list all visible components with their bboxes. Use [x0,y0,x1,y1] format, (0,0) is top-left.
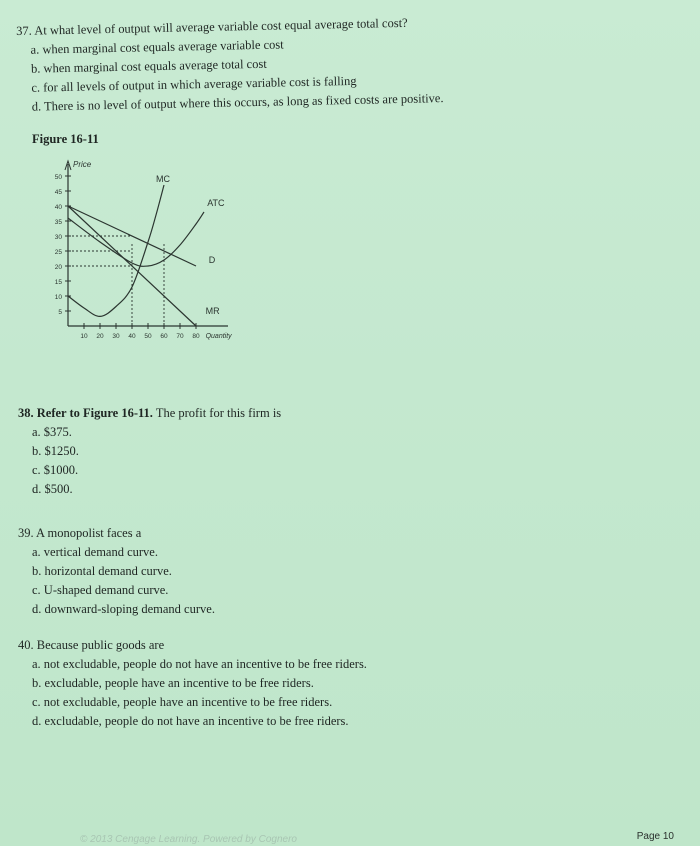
x-tick-label: 70 [176,333,184,340]
question-38-stem [18,404,281,423]
label-d: D [208,255,216,265]
question-38-option-a: a. $375. [32,425,72,439]
chart-reference-lines [68,236,164,326]
footer-copyright: © 2013 Cengage Learning. Powered by Cognero [80,834,297,845]
question-40 [18,636,367,731]
label-mr: MR [205,306,220,316]
question-40-stem: 40. Because public goods are [18,638,165,652]
x-tick-label: 30 [112,333,120,340]
question-40-option-b: b. excludable, people have an incentive to be free riders. [32,676,314,690]
question-39 [18,524,215,619]
chart-curves [68,185,204,326]
y-tick-label: 20 [54,264,62,271]
page-number: Page 10 [636,831,674,842]
question-40-option-a: a. not excludable, people do not have an incentive to be free riders. [32,657,367,671]
label-atc: ATC [207,198,225,208]
x-tick-label: 80 [192,333,200,340]
question-37-option-d: d. There is no level of output where this occurs, as long as fixed costs are positive. [31,91,444,114]
x-tick-label: 40 [128,333,136,340]
question-38-stem-text: The profit for this firm is [152,406,282,420]
y-tick-label: 10 [54,294,62,301]
y-axis-label: Price [73,160,92,169]
question-39-option-b: b. horizontal demand curve. [32,564,172,578]
question-39-option-a: a. vertical demand curve. [32,545,158,559]
y-tick-label: 15 [54,279,62,286]
y-tick-label: 25 [54,249,62,256]
curve-atc [68,212,204,266]
figure-title: Figure 16-11 [32,132,99,146]
y-tick-label: 40 [54,204,62,211]
x-tick-label: 20 [96,333,104,340]
question-39-option-c: c. U-shaped demand curve. [32,583,169,597]
question-37-stem: 37. At what level of output will average variable cost equal average total cost? [16,15,408,38]
chart-axes [65,161,228,326]
x-tick-label: 50 [144,333,152,340]
question-38-option-c: c. $1000. [32,463,79,477]
x-axis-label: Quantity [205,333,232,340]
question-37 [16,13,444,117]
question-39-option-d: d. downward-sloping demand curve. [32,602,215,616]
y-tick-label: 30 [54,234,62,241]
question-38-figure-ref: 38. Refer to Figure 16-11. [18,406,153,420]
question-37-option-a: a. when marginal cost equals average variable cost [30,37,284,57]
y-tick-label: 35 [54,219,62,226]
question-37-option-c: c. for all levels of output in which average variable cost is falling [31,73,357,95]
chart-labels [73,160,232,340]
x-tick-label: 10 [80,333,88,340]
y-tick-label: 5 [58,309,62,316]
question-38 [18,404,281,499]
label-mc: MC [156,174,170,184]
figure-16-11-chart [48,158,278,378]
question-40-option-d: d. excludable, people do not have an incentive to be free riders. [32,714,349,728]
y-tick-label: 50 [54,174,62,181]
x-tick-label: 60 [160,333,168,340]
question-38-option-b: b. $1250. [32,444,79,458]
question-39-stem: 39. A monopolist faces a [18,526,142,540]
question-38-option-d: d. $500. [32,482,73,496]
question-40-option-c: c. not excludable, people have an incentive to be free riders. [32,695,333,709]
question-37-option-b: b. when marginal cost equals average total cost [30,56,267,76]
y-tick-label: 45 [54,189,62,196]
